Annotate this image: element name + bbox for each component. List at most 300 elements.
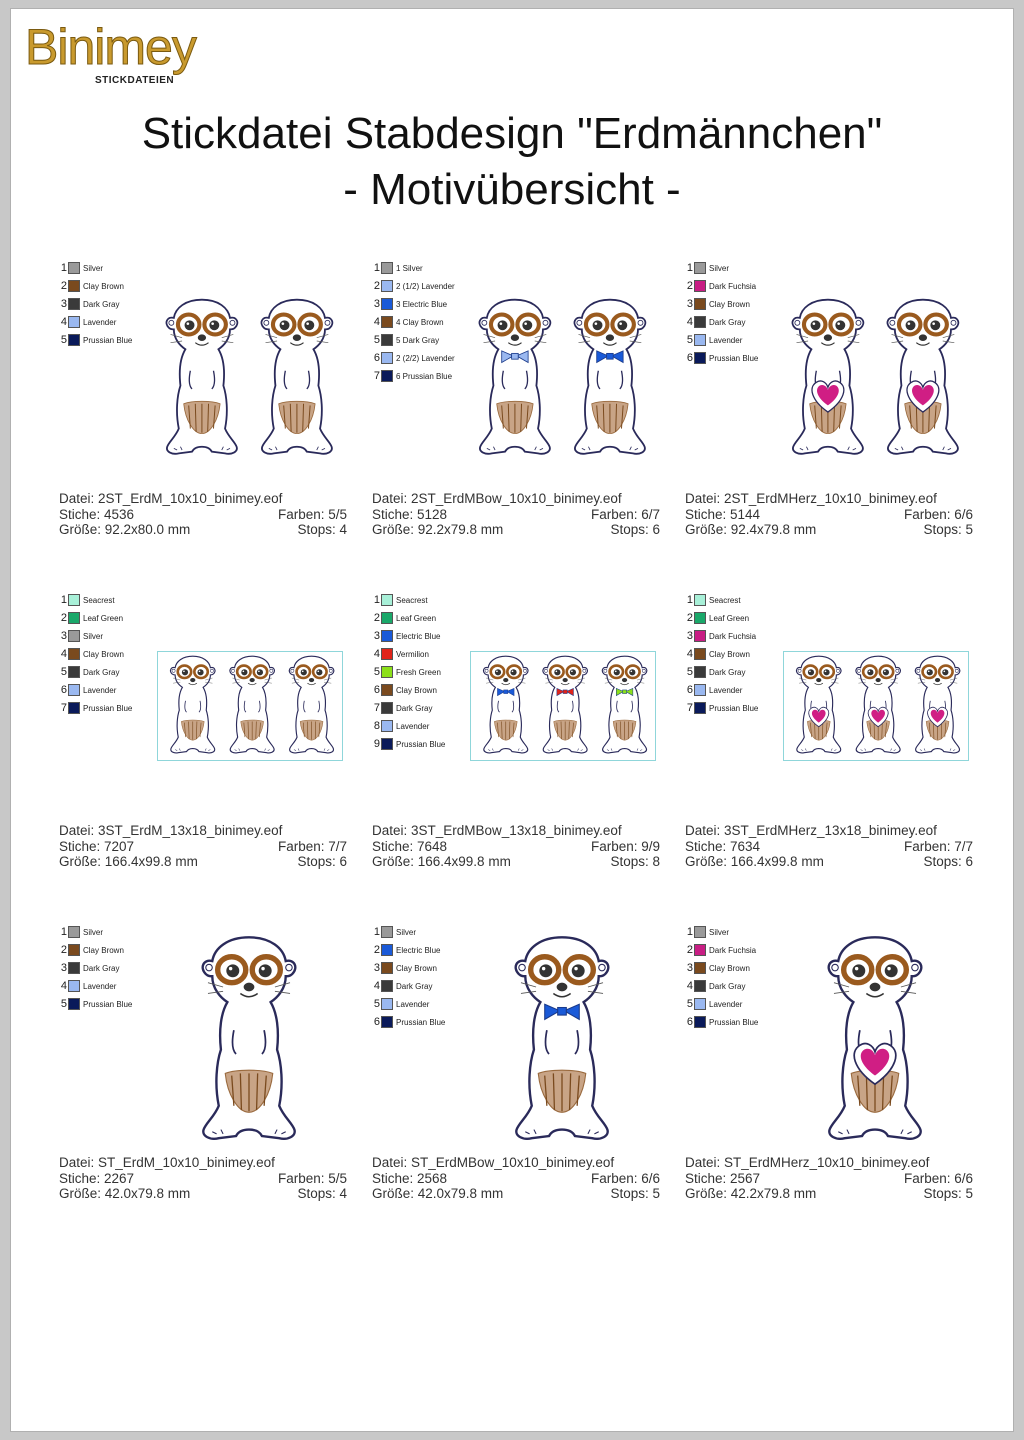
color-swatch [694,352,706,364]
legend-row [59,259,132,277]
file-name-row [59,491,347,507]
meerkat-pair-art [154,295,344,463]
legend-number: 5 [686,998,693,1010]
stitch-row [372,1171,660,1187]
stitch-count: Stiche: 7634 [685,838,761,854]
stitch-count: Stiche: 2267 [59,1170,135,1186]
meerkat-trio-art [784,652,968,760]
color-name: 5 Dark Gray [396,335,440,345]
meerkat-single-art [189,933,309,1149]
color-name: Silver [396,927,417,937]
color-name: Clay Brown [83,281,124,291]
file-info [372,491,660,538]
file-info [685,1155,973,1202]
legend-number: 7 [60,702,67,714]
color-swatch [68,262,80,274]
legend-number: 3 [686,298,693,310]
legend-number: 2 [686,944,693,956]
legend-number: 4 [373,316,380,328]
color-name: Lavender [83,981,117,991]
size-row [372,522,660,538]
color-name: Prussian Blue [709,703,759,713]
meerkat-figure [574,300,645,454]
legend-number: 6 [373,352,380,364]
color-name: 3 Electric Blue [396,299,448,309]
legend-number: 5 [686,334,693,346]
legend-row [59,681,132,699]
legend-row [372,681,445,699]
meerkat-pair-art [780,295,970,463]
color-swatch [381,262,393,274]
legend-number: 2 [686,612,693,624]
color-swatch [68,998,80,1010]
legend-number: 8 [373,720,380,732]
color-swatch [68,298,80,310]
legend-row [372,591,445,609]
legend-row [372,663,445,681]
legend-row [372,735,445,753]
design-preview [783,651,969,761]
color-swatch [694,280,706,292]
page-subtitle: - Motivübersicht - [343,165,681,214]
color-swatch [68,684,80,696]
color-swatch [694,298,706,310]
legend-number: 3 [686,630,693,642]
legend-number: 2 [60,612,67,624]
legend-row [59,313,132,331]
color-legend [59,259,132,349]
color-swatch [68,334,80,346]
size-row [59,1186,347,1202]
legend-row [372,995,445,1013]
color-swatch [68,316,80,328]
color-swatch [694,594,706,606]
legend-row [59,627,132,645]
color-swatch [68,594,80,606]
binimey-logo [25,19,215,91]
legend-number: 2 [373,944,380,956]
design-size: Größe: 166.4x99.8 mm [372,854,511,869]
design-size: Größe: 92.2x80.0 mm [59,522,191,537]
legend-number: 1 [686,262,693,274]
color-swatch [381,612,393,624]
stitch-row [685,1171,973,1187]
legend-number: 5 [60,666,67,678]
design-preview [502,933,622,1149]
legend-row [372,1013,445,1031]
hoop-frame [157,651,343,761]
legend-row [372,959,445,977]
design-card [372,923,672,1223]
legend-row [372,349,455,367]
legend-number: 7 [686,702,693,714]
legend-row [685,277,758,295]
file-info [685,823,973,870]
color-swatch [381,370,393,382]
color-swatch [694,612,706,624]
color-swatch [694,630,706,642]
color-name: Dark Gray [83,963,120,973]
color-swatch [381,720,393,732]
legend-number: 3 [373,298,380,310]
color-legend [685,591,758,717]
color-count: Farben: 5/5 [277,506,347,522]
design-card [59,259,359,559]
color-name: Fresh Green [396,667,441,677]
stitch-row [372,507,660,523]
legend-number: 5 [373,998,380,1010]
color-legend [59,923,132,1013]
legend-number: 5 [686,666,693,678]
color-name: Dark Gray [83,667,120,677]
design-preview [154,295,344,463]
legend-number: 2 [60,280,67,292]
stop-count: Stops: 5 [923,522,973,537]
file-info [685,491,973,538]
color-swatch [694,702,706,714]
color-name: Prussian Blue [709,1017,759,1027]
design-size: Größe: 42.0x79.8 mm [372,1186,504,1201]
legend-row [59,609,132,627]
color-name: Silver [83,927,104,937]
meerkat-figure [516,937,609,1138]
file-name: Datei: ST_ErdMHerz_10x10_binimey.eof [685,1155,930,1170]
file-name: Datei: 2ST_ErdMBow_10x10_binimey.eof [372,491,622,506]
stop-count: Stops: 4 [297,522,347,537]
color-swatch [68,666,80,678]
meerkat-figure [602,656,646,753]
color-name: Lavender [709,999,743,1009]
color-count: Farben: 6/6 [903,1170,973,1186]
legend-row [372,313,455,331]
legend-row [59,923,132,941]
legend-row [59,699,132,717]
color-name: Dark Gray [709,667,746,677]
legend-row [685,923,758,941]
legend-row [685,627,758,645]
legend-number: 1 [60,926,67,938]
hoop-frame [470,651,656,761]
legend-row [59,941,132,959]
color-swatch [381,298,393,310]
meerkat-figure [543,656,587,753]
file-name: Datei: ST_ErdM_10x10_binimey.eof [59,1155,275,1170]
legend-number: 4 [373,648,380,660]
color-swatch [68,648,80,660]
legend-row [685,313,758,331]
stop-count: Stops: 8 [610,854,660,869]
color-swatch [694,334,706,346]
legend-number: 1 [686,926,693,938]
document-page [10,8,1014,1432]
color-swatch [381,334,393,346]
legend-number: 3 [60,962,67,974]
stop-count: Stops: 6 [297,854,347,869]
legend-number: 1 [686,594,693,606]
color-count: Farben: 6/6 [903,506,973,522]
color-swatch [381,998,393,1010]
legend-number: 2 [60,944,67,956]
file-name: Datei: 3ST_ErdMHerz_13x18_binimey.eof [685,823,937,838]
legend-row [372,367,455,385]
design-preview [470,651,656,761]
legend-row [59,977,132,995]
legend-row [685,349,758,367]
design-size: Größe: 42.2x79.8 mm [685,1186,817,1201]
stop-count: Stops: 6 [923,854,973,869]
legend-number: 5 [60,334,67,346]
color-name: Silver [83,263,104,273]
legend-row [59,591,132,609]
meerkat-figure [887,300,958,454]
color-name: Leaf Green [709,613,750,623]
design-card [372,259,672,559]
meerkat-figure [230,656,274,753]
color-count: Farben: 7/7 [903,838,973,854]
design-preview [467,295,657,463]
meerkat-single-art [815,933,935,1149]
color-swatch [68,926,80,938]
color-swatch [68,962,80,974]
legend-row [372,941,445,959]
color-swatch [381,352,393,364]
stitch-count: Stiche: 7648 [372,838,448,854]
color-count: Farben: 9/9 [590,838,660,854]
stitch-row [59,839,347,855]
color-swatch [694,998,706,1010]
color-swatch [694,980,706,992]
color-name: Silver [709,263,730,273]
color-name: Dark Fuchsia [709,281,757,291]
legend-row [685,977,758,995]
color-name: Lavender [83,317,117,327]
legend-row [372,259,455,277]
legend-number: 2 [373,280,380,292]
legend-row [59,959,132,977]
file-name: Datei: ST_ErdMBow_10x10_binimey.eof [372,1155,615,1170]
stitch-count: Stiche: 5144 [685,506,761,522]
legend-number: 6 [686,684,693,696]
design-card [685,923,985,1223]
legend-number: 1 [60,262,67,274]
stitch-count: Stiche: 4536 [59,506,135,522]
legend-row [372,645,445,663]
color-name: Clay Brown [396,685,437,695]
color-name: 2 (2/2) Lavender [396,353,455,363]
legend-row [685,295,758,313]
color-name: Electric Blue [396,631,441,641]
color-name: Seacrest [83,595,115,605]
stitch-count: Stiche: 2568 [372,1170,448,1186]
design-size: Größe: 166.4x99.8 mm [59,854,198,869]
size-row [685,522,973,538]
color-swatch [381,280,393,292]
color-swatch [381,980,393,992]
legend-row [59,645,132,663]
color-name: Prussian Blue [709,353,759,363]
color-name: Lavender [83,685,117,695]
size-row [685,854,973,870]
color-name: Silver [83,631,104,641]
stitch-row [59,1171,347,1187]
color-name: Clay Brown [396,963,437,973]
stitch-row [59,507,347,523]
design-card [372,591,672,891]
stop-count: Stops: 4 [297,1186,347,1201]
file-info [59,1155,347,1202]
meerkat-figure [479,300,550,454]
stitch-count: Stiche: 5128 [372,506,448,522]
legend-number: 1 [373,926,380,938]
legend-number: 4 [373,980,380,992]
color-swatch [68,702,80,714]
color-name: Lavender [396,721,430,731]
legend-row [59,995,132,1013]
file-name-row [372,1155,660,1171]
color-name: Dark Gray [396,981,433,991]
legend-row [372,699,445,717]
legend-number: 3 [373,630,380,642]
size-row [685,1186,973,1202]
stop-count: Stops: 5 [923,1186,973,1201]
color-name: 4 Clay Brown [396,317,444,327]
legend-number: 5 [60,998,67,1010]
color-swatch [694,666,706,678]
color-name: Seacrest [709,595,741,605]
color-legend [372,591,445,753]
stitch-row [372,839,660,855]
legend-number: 4 [686,980,693,992]
meerkat-figure [289,656,333,753]
color-name: Prussian Blue [396,739,446,749]
design-preview [157,651,343,761]
legend-number: 4 [686,648,693,660]
color-swatch [694,648,706,660]
file-name: Datei: 3ST_ErdMBow_13x18_binimey.eof [372,823,622,838]
color-swatch [694,962,706,974]
color-legend [685,923,758,1031]
color-name: Dark Fuchsia [709,631,757,641]
color-swatch [68,612,80,624]
legend-number: 6 [686,1016,693,1028]
legend-row [59,295,132,313]
design-card [685,591,985,891]
design-size: Größe: 42.0x79.8 mm [59,1186,191,1201]
meerkat-figure [166,300,237,454]
size-row [372,854,660,870]
design-preview [815,933,935,1149]
color-name: Leaf Green [396,613,437,623]
file-info [372,823,660,870]
meerkat-figure [484,656,528,753]
legend-number: 3 [686,962,693,974]
meerkat-figure [792,300,863,454]
color-legend [59,591,132,717]
file-name-row [372,823,660,839]
color-name: Dark Gray [709,981,746,991]
legend-row [59,663,132,681]
color-legend [685,259,758,367]
design-card [685,259,985,559]
color-name: Prussian Blue [83,999,133,1009]
design-size: Größe: 92.4x79.8 mm [685,522,817,537]
legend-number: 4 [60,316,67,328]
legend-row [685,259,758,277]
color-swatch [694,316,706,328]
color-swatch [381,1016,393,1028]
design-size: Größe: 92.2x79.8 mm [372,522,504,537]
legend-row [685,609,758,627]
file-name-row [372,491,660,507]
file-name-row [59,823,347,839]
color-name: 2 (1/2) Lavender [396,281,455,291]
meerkat-trio-art [158,652,342,760]
color-name: Prussian Blue [83,335,133,345]
color-name: Dark Gray [709,317,746,327]
color-name: Leaf Green [83,613,124,623]
legend-row [685,331,758,349]
color-name: Electric Blue [396,945,441,955]
meerkat-figure [915,656,959,753]
color-name: Lavender [396,999,430,1009]
color-swatch [381,594,393,606]
color-name: 6 Prussian Blue [396,371,453,381]
legend-row [372,627,445,645]
meerkat-figure [856,656,900,753]
file-name-row [685,1155,973,1171]
legend-number: 7 [373,370,380,382]
color-swatch [381,944,393,956]
color-count: Farben: 5/5 [277,1170,347,1186]
file-info [59,491,347,538]
file-name: Datei: 3ST_ErdM_13x18_binimey.eof [59,823,283,838]
color-swatch [694,1016,706,1028]
color-name: Lavender [709,335,743,345]
legend-number: 2 [686,280,693,292]
color-name: Silver [709,927,730,937]
file-name-row [685,823,973,839]
color-swatch [694,684,706,696]
color-swatch [68,980,80,992]
color-swatch [694,926,706,938]
stop-count: Stops: 5 [610,1186,660,1201]
meerkat-figure [203,937,296,1138]
legend-row [685,699,758,717]
color-swatch [68,944,80,956]
legend-row [372,923,445,941]
legend-number: 7 [373,702,380,714]
legend-row [372,295,455,313]
page-title: Stickdatei Stabdesign "Erdmännchen" [141,109,883,158]
logo-subtitle: STICKDATEIEN [95,75,175,86]
color-name: Dark Gray [83,299,120,309]
legend-row [685,663,758,681]
legend-number: 2 [373,612,380,624]
legend-row [372,609,445,627]
color-swatch [381,684,393,696]
legend-number: 1 [60,594,67,606]
file-name: Datei: 2ST_ErdMHerz_10x10_binimey.eof [685,491,937,506]
legend-row [59,331,132,349]
file-name-row [59,1155,347,1171]
color-swatch [68,280,80,292]
legend-number: 4 [60,648,67,660]
color-swatch [381,648,393,660]
color-swatch [694,944,706,956]
legend-row [685,959,758,977]
legend-number: 3 [60,298,67,310]
stitch-row [685,507,973,523]
